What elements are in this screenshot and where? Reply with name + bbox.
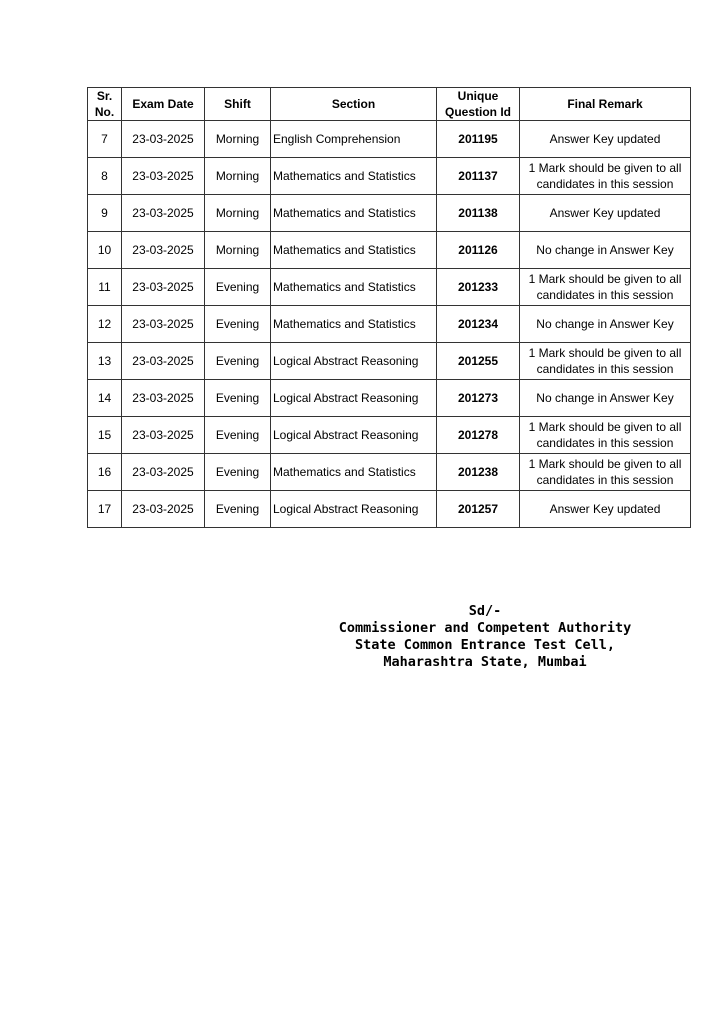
cell-question-id: 201257 [437,491,520,528]
table-row [88,121,691,158]
cell-question-id: 201273 [437,380,520,417]
table-row [88,343,691,380]
table-row [88,306,691,343]
cell-final-remark: 1 Mark should be given to all candidates in this session [520,269,691,306]
cell-exam-date: 23-03-2025 [122,306,205,343]
cell-section: Mathematics and Statistics [271,195,437,232]
cell-sr-no: 9 [88,195,122,232]
cell-question-id: 201238 [437,454,520,491]
cell-final-remark: Answer Key updated [520,491,691,528]
table-row [88,380,691,417]
table-row [88,195,691,232]
table-row [88,158,691,195]
table-row [88,454,691,491]
cell-final-remark: Answer Key updated [520,195,691,232]
cell-section: Logical Abstract Reasoning [271,380,437,417]
cell-exam-date: 23-03-2025 [122,380,205,417]
cell-exam-date: 23-03-2025 [122,269,205,306]
cell-shift: Morning [205,158,271,195]
header-section: Section [271,88,437,121]
cell-question-id: 201138 [437,195,520,232]
cell-exam-date: 23-03-2025 [122,417,205,454]
cell-sr-no: 8 [88,158,122,195]
header-question-id: Unique Question Id [437,88,520,121]
cell-shift: Evening [205,343,271,380]
answer-key-table [87,87,691,528]
cell-final-remark: 1 Mark should be given to all candidates in this session [520,417,691,454]
cell-question-id: 201195 [437,121,520,158]
cell-final-remark: No change in Answer Key [520,232,691,269]
signature-block [300,603,670,671]
cell-question-id: 201126 [437,232,520,269]
cell-sr-no: 11 [88,269,122,306]
cell-final-remark: No change in Answer Key [520,306,691,343]
cell-final-remark: 1 Mark should be given to all candidates in this session [520,454,691,491]
cell-question-id: 201255 [437,343,520,380]
cell-final-remark: 1 Mark should be given to all candidates in this session [520,158,691,195]
signature-sd: Sd/- [468,603,502,619]
cell-final-remark: 1 Mark should be given to all candidates in this session [520,343,691,380]
header-final-remark: Final Remark [520,88,691,121]
cell-exam-date: 23-03-2025 [122,454,205,491]
header-exam-date: Exam Date [122,88,205,121]
header-sr-no: Sr. No. [88,88,122,121]
cell-sr-no: 15 [88,417,122,454]
cell-exam-date: 23-03-2025 [122,491,205,528]
cell-section: Logical Abstract Reasoning [271,491,437,528]
cell-final-remark: No change in Answer Key [520,380,691,417]
cell-sr-no: 10 [88,232,122,269]
cell-shift: Evening [205,306,271,343]
table-body [88,121,691,528]
cell-section: Mathematics and Statistics [271,269,437,306]
cell-shift: Morning [205,195,271,232]
cell-sr-no: 13 [88,343,122,380]
cell-question-id: 201278 [437,417,520,454]
table-row [88,269,691,306]
cell-section: Mathematics and Statistics [271,306,437,343]
cell-exam-date: 23-03-2025 [122,232,205,269]
cell-sr-no: 12 [88,306,122,343]
cell-question-id: 201234 [437,306,520,343]
cell-section: Logical Abstract Reasoning [271,417,437,454]
cell-sr-no: 14 [88,380,122,417]
cell-question-id: 201233 [437,269,520,306]
header-shift: Shift [205,88,271,121]
signature-line-1: Commissioner and Competent Authority [338,620,632,636]
table-row [88,417,691,454]
cell-section: Mathematics and Statistics [271,158,437,195]
cell-section: Mathematics and Statistics [271,232,437,269]
cell-shift: Evening [205,454,271,491]
signature-line-2: State Common Entrance Test Cell, [354,637,616,653]
cell-section: Logical Abstract Reasoning [271,343,437,380]
cell-sr-no: 17 [88,491,122,528]
cell-shift: Evening [205,380,271,417]
cell-exam-date: 23-03-2025 [122,121,205,158]
cell-shift: Morning [205,232,271,269]
signature-line-3: Maharashtra State, Mumbai [383,654,587,670]
cell-section: Mathematics and Statistics [271,454,437,491]
table-header-row [88,88,691,121]
cell-section: English Comprehension [271,121,437,158]
cell-shift: Morning [205,121,271,158]
cell-sr-no: 16 [88,454,122,491]
cell-exam-date: 23-03-2025 [122,195,205,232]
cell-shift: Evening [205,491,271,528]
cell-exam-date: 23-03-2025 [122,343,205,380]
table-row [88,491,691,528]
table-row [88,232,691,269]
cell-question-id: 201137 [437,158,520,195]
cell-sr-no: 7 [88,121,122,158]
cell-shift: Evening [205,417,271,454]
cell-final-remark: Answer Key updated [520,121,691,158]
cell-shift: Evening [205,269,271,306]
cell-exam-date: 23-03-2025 [122,158,205,195]
